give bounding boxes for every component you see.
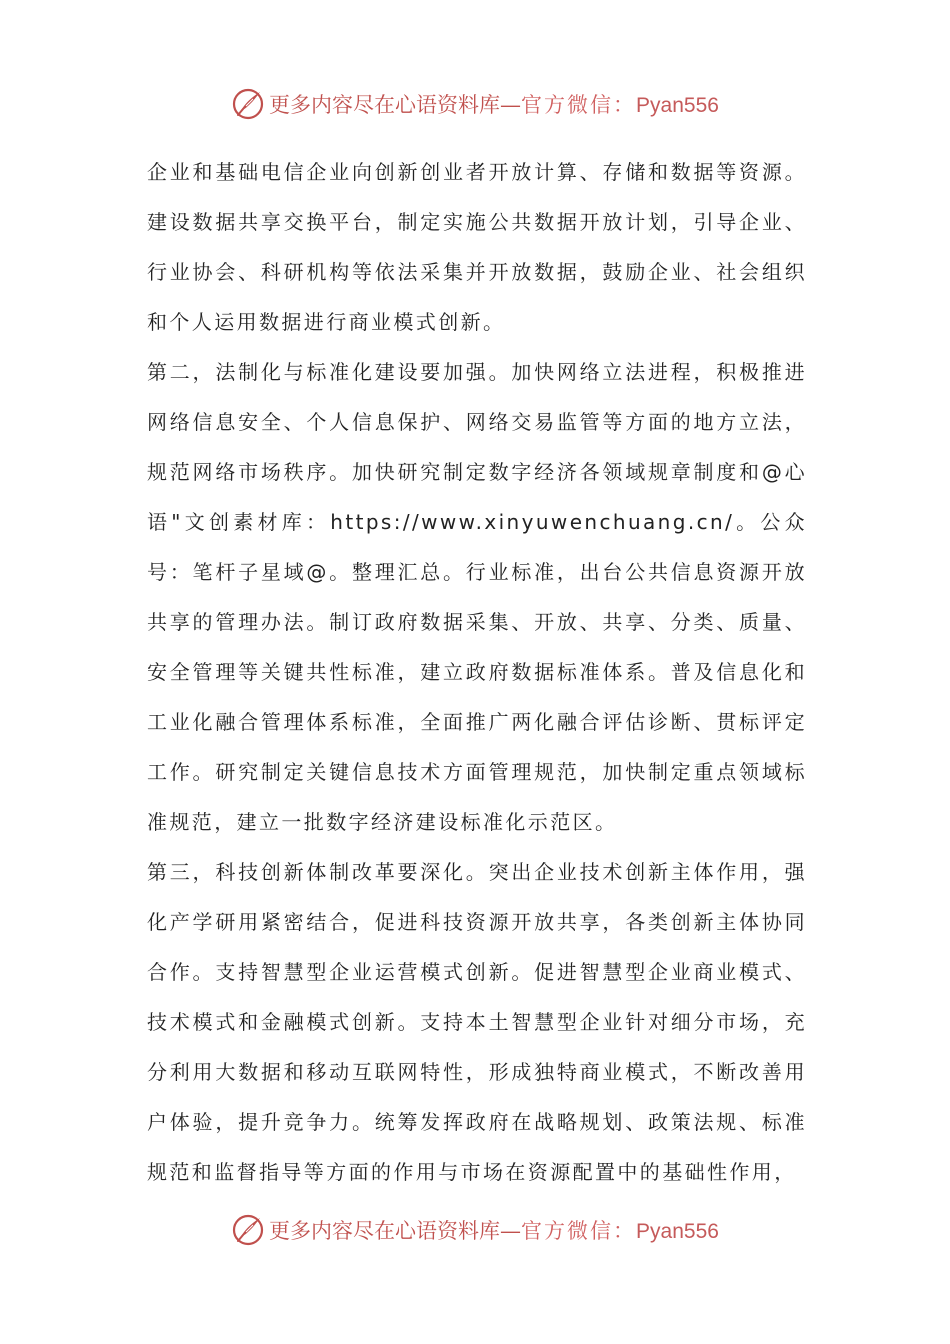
banner-text <box>269 1215 719 1245</box>
paragraph-1: 企业和基础电信企业向创新创业者开放计算、存储和数据等资源。建设数据共享交换平台，制定实施公共数据开放计划，引导企业、行业协会、科研机构等依法采集并开放数据，鼓励企业、社会组织和个人运用数据进行商业模式创新。 <box>147 160 807 334</box>
header-banner <box>0 84 950 124</box>
banner-wechat-id: Pyan556 <box>636 1220 719 1243</box>
paragraph-3: 第三，科技创新体制改革要深化。突出企业技术创新主体作用，强化产学研用紧密结合，促进科技资源开放共享，各类创新主体协同合作。支持智慧型企业运营模式创新。促进智慧型企业商业模式、技术模式和金融模式创新。支持本土智慧型企业针对细分市场，充分利用大数据和移动互联网特性，形成独特商业模式，不断改善用户体验，提升竞争力。统筹发挥政府在战略规划、政策法规、标准规范和监督指导等方面的作用与市场在资源配置中的基础性作用， <box>147 860 807 1184</box>
banner-wechat-label: 官方微信： <box>521 1219 637 1243</box>
document-body <box>147 147 807 1197</box>
banner-separator: — <box>500 93 522 117</box>
paragraph-2: 第二，法制化与标准化建设要加强。加快网络立法进程，积极推进网络信息安全、个人信息保护、网络交易监管等方面的地方立法，规范网络市场秩序。加快研究制定数字经济各领域规章制度和@心语"文创素材库：https://www.xinyuwenchuang.cn/。公众号：笔杆子星域@。整理汇总。行业标准，出台公共信息资源开放共享的管理办法。制订政府数据采集、开放、共享、分类、质量、安全管理等关键共性标准，建立政府数据标准体系。普及信息化和工业化融合管理体系标准，全面推广两化融合评估诊断、贯标评定工作。研究制定关键信息技术方面管理规范，加快制定重点领域标准规范，建立一批数字经济建设标准化示范区。 <box>147 360 807 834</box>
quill-pen-logo-icon <box>231 1213 265 1247</box>
banner-text <box>269 89 719 119</box>
banner-separator: — <box>500 1219 522 1243</box>
banner-main-text: 更多内容尽在心语资料库 <box>269 1219 501 1243</box>
quill-pen-logo-icon <box>231 87 265 121</box>
banner-wechat-id: Pyan556 <box>636 94 719 117</box>
footer-banner <box>0 1210 950 1250</box>
banner-wechat-label: 官方微信： <box>521 93 637 117</box>
banner-main-text: 更多内容尽在心语资料库 <box>269 93 501 117</box>
